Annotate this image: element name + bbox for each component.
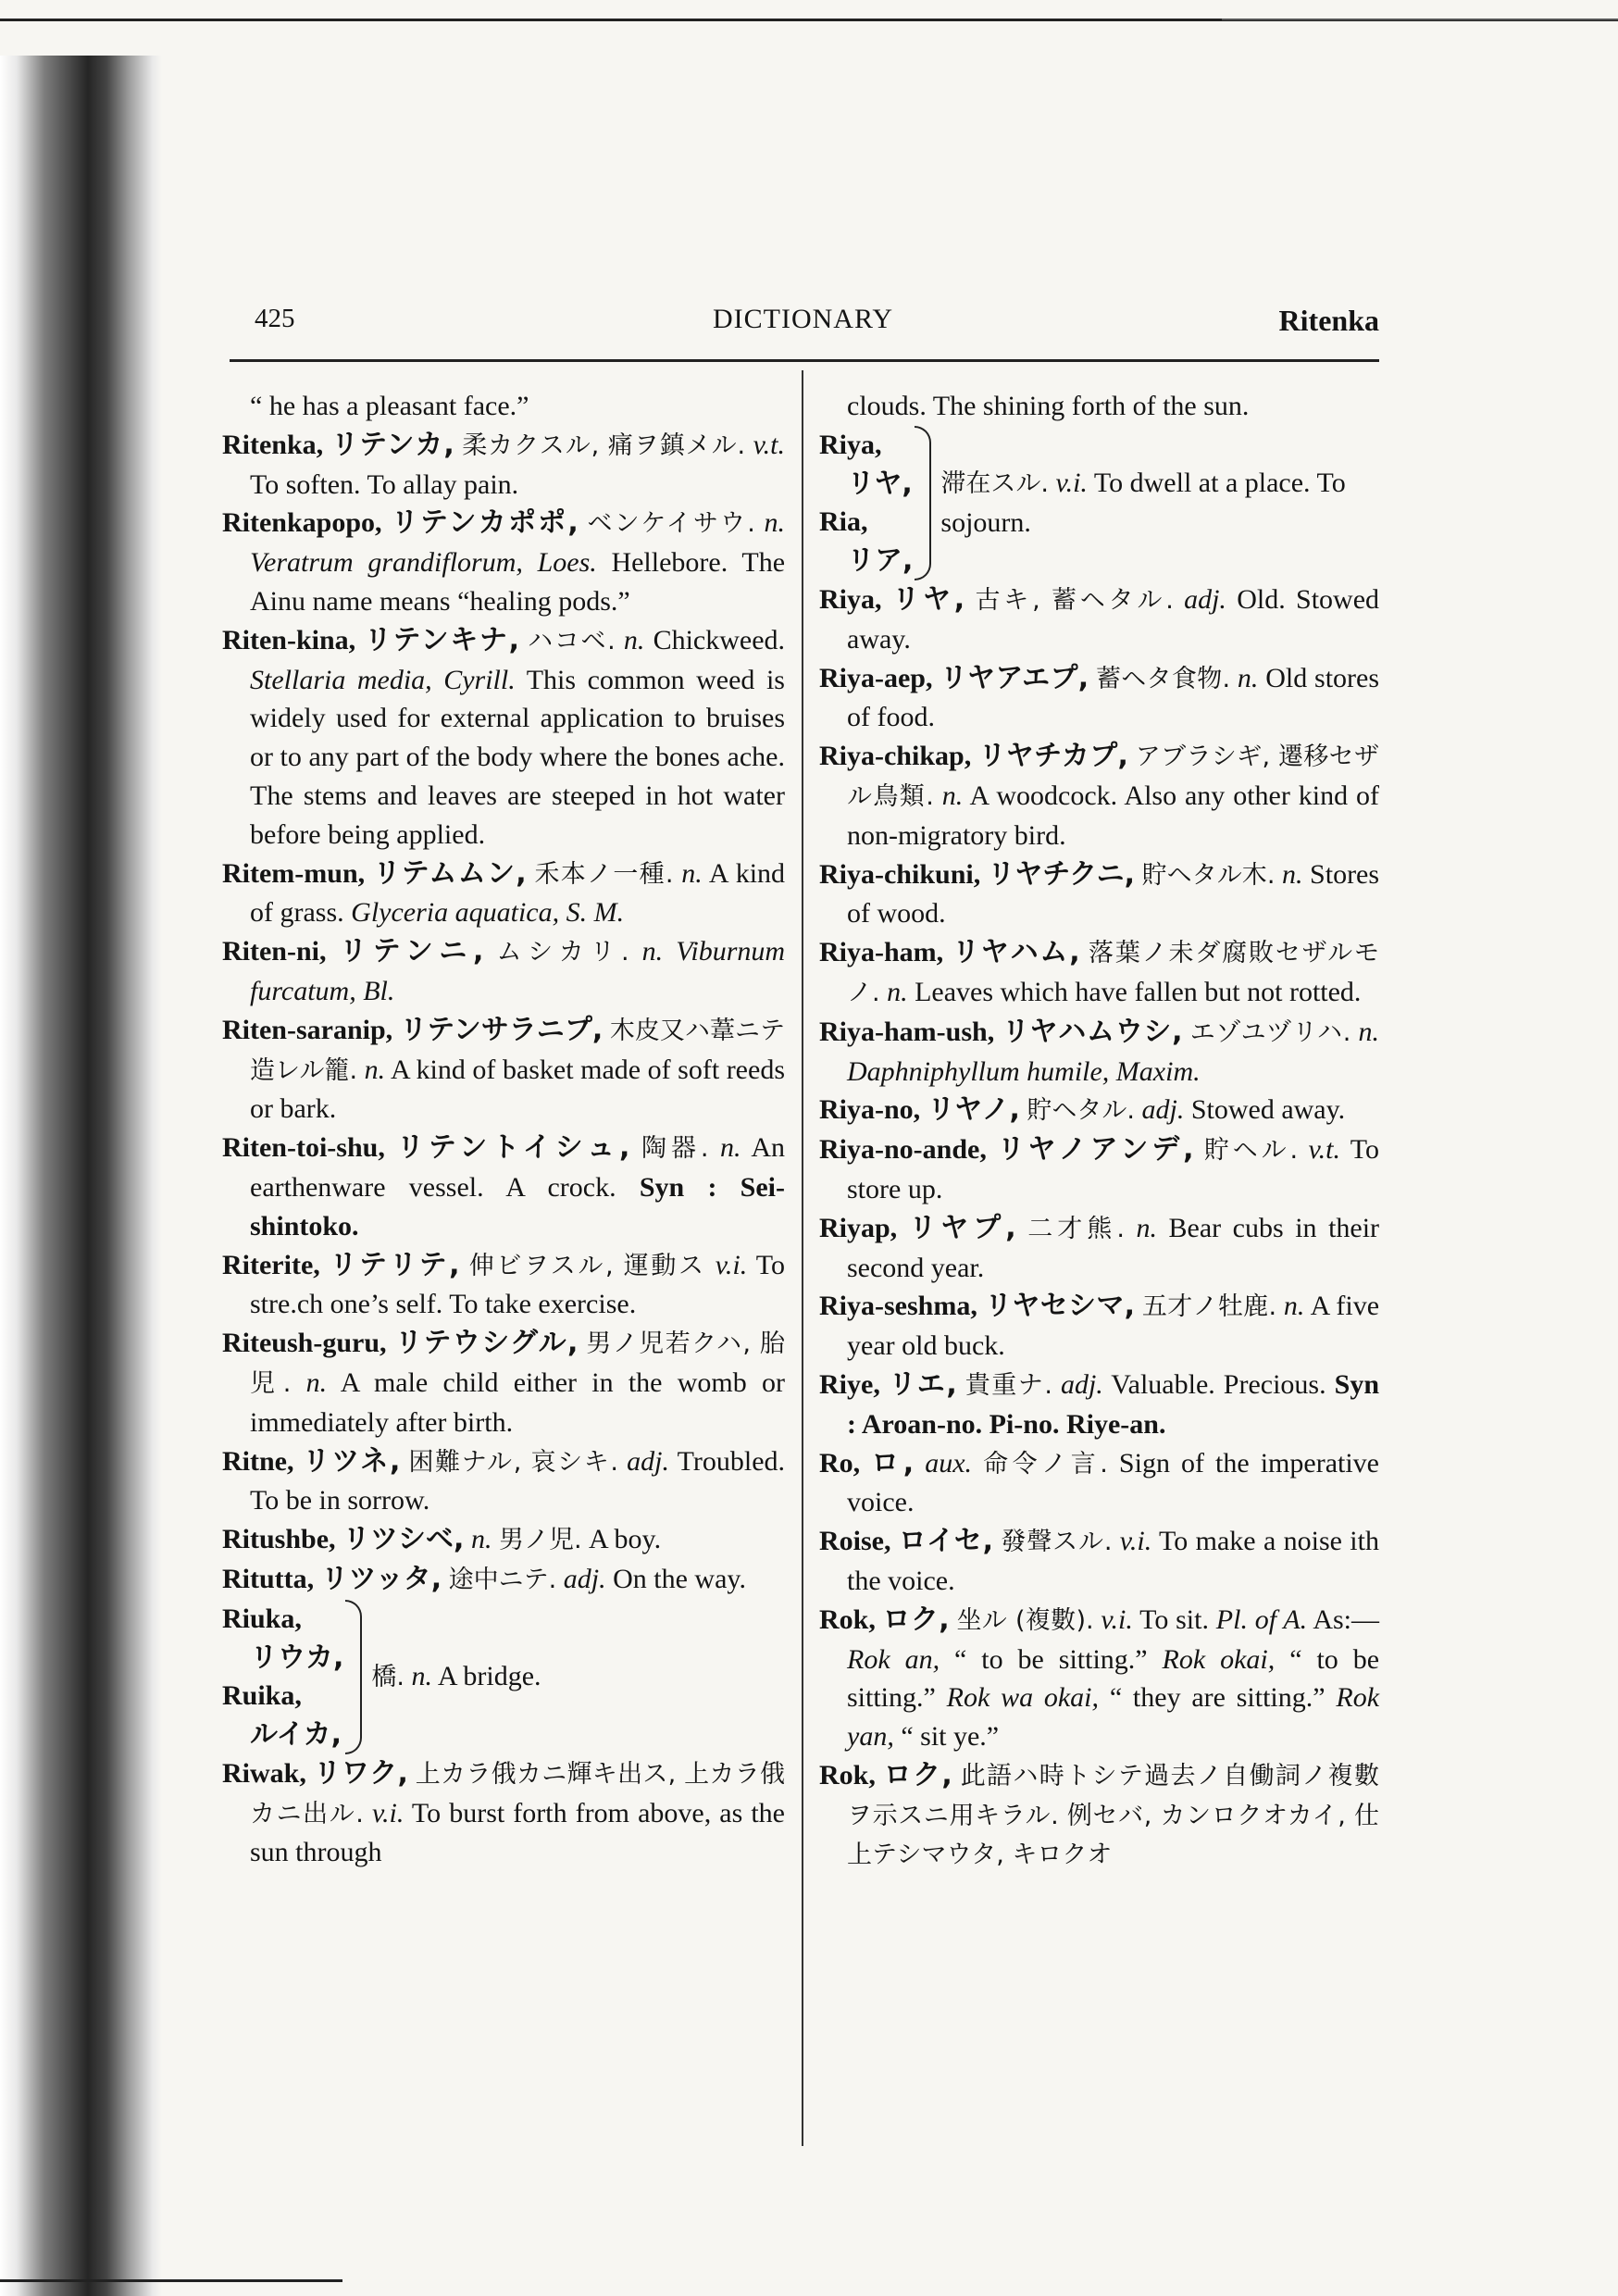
entry-riye: Riye, リエ, 貴重ナ. adj. Valuable. Precious. Syn : Aroan-no. Pi-no. Riye-an. [819, 1367, 1380, 1440]
page-header [227, 304, 1379, 350]
entry-riya-ham-ush: Riya-ham-ush, リヤハムウシ, エゾユヅリハ. n. Daphniphyllum humile, Maxim. [819, 1015, 1380, 1087]
entry-riyap: Riyap, リヤプ, 二才熊. n. Bear cubs in their second year. [819, 1211, 1380, 1283]
continuation-text: clouds. The shining forth of the sun. [847, 391, 1250, 421]
entry-ritenkapopo: Ritenkapopo, リテンカポポ, ベンケイサウ. n. Veratrum grandiflorum, Loes. Hellebore. The Ainu name means “healing pods.” [222, 506, 786, 617]
entry-rok-sit: Rok, ロク, 坐ル (複數). v.i. To sit. Pl. of A. As:—Rok an, “ to be sitting.” Rok okai, “ to be sitting.” Rok wa okai, “ they are sitting.” Rok yan, “ sit ye.” [819, 1603, 1380, 1753]
left-column [222, 387, 785, 1872]
column-divider [802, 370, 803, 2146]
entry-riya-no-ande: Riya-no-ande, リヤノアンデ, 貯ヘル. v.t. To store up. [819, 1133, 1380, 1204]
entry-roise: Roise, ロイセ, 發聲スル. v.i. To make a noise ith the voice. [819, 1525, 1379, 1596]
entry-riten-saranip: Riten-saranip, リテンサラニプ, 木皮又ハ葦ニテ造レル籠. n. A kind of basket made of soft reeds or bark. [222, 1013, 786, 1125]
entry-riten-toi-shu: Riten-toi-shu, リテントイシュ, 陶器. n. An earthenware vessel. A crock. Syn : Sei-shintoko. [222, 1131, 786, 1242]
continuation-text: “ he has a pleasant face.” [250, 391, 529, 421]
entry-riya-chikuni: Riya-chikuni, リヤチクニ, 貯ヘタル木. n. Stores of wood. [819, 857, 1380, 930]
entry-riya-chikap: Riya-chikap, リヤチカプ, アブラシギ, 遷移セザル鳥類. n. A woodcock. Also any other kind of non-migratory bird. [819, 740, 1380, 851]
top-rule-right [1222, 19, 1618, 20]
guide-word: Ritenka [1278, 304, 1379, 337]
entry-ro: Ro, ロ, aux. 命令ノ言. Sign of the imperative voice. [819, 1446, 1379, 1518]
brace [345, 1600, 362, 1754]
entry-ritne: Ritne, リツネ, 困難ナル, 哀シキ. adj. Troubled. To be in sorrow. [222, 1444, 786, 1516]
brace [915, 426, 931, 580]
entry-riten-ni: Riten-ni, リテンニ, ムシカリ. n. Viburnum furcatum, Bl. [222, 935, 786, 1006]
entry-riten-kina: Riten-kina, リテンキナ, ハコベ. n. Chickweed. Stellaria media, Cyrill. This common weed is widely used for external application to bruises or to any part of the body where the bones ache. The stems and leaves are steeped in hot water before being applied. [222, 623, 786, 850]
entry-riterite: Riterite, リテリテ, 伸ビヲスル, 運動ス v.i. To stre.ch one’s self. To take exercise. [222, 1248, 786, 1320]
entry-riya-ham: Riya-ham, リヤハム, 落葉ノ未ダ腐敗セザルモノ. n. Leaves which have fallen but not rotted. [819, 936, 1380, 1007]
page-number: 425 [255, 304, 295, 333]
entry-rok-aux: Rok, ロク, 此語ハ時トシテ過去ノ自働詞ノ複數ヲ示スニ用キラル. 例セバ, カンロクオカイ, 仕上テシマウタ, キロクオ [819, 1758, 1380, 1870]
bottom-rule [0, 2279, 342, 2282]
entry-riya: Riya, リヤ, 古キ, 蓄ヘタル. adj. Old. Stowed away. [819, 582, 1380, 655]
entry-riuka: Riuka, リウカ, Ruika, ルイカ, 橋. n. A bridge. [222, 1600, 785, 1754]
right-column [819, 387, 1379, 1875]
entry-riwak: Riwak, リワク, 上カラ俄カニ輝キ出ス, 上カラ俄カニ出ル. v.i. To burst forth from above, as the sun through [222, 1756, 785, 1868]
entry-ritem-mun: Ritem-mun, リテムムン, 禾本ノ一種. n. A kind of grass. Glyceria aquatica, S. M. [222, 856, 786, 929]
entry-riya-ria: Riya, リヤ, Ria, リア, 滞在スル. v.i. To dwell at a place. To sojourn. [819, 426, 1379, 580]
entry-riya-seshma: Riya-seshma, リヤセシマ, 五才ノ牡鹿. n. A five year old buck. [819, 1290, 1380, 1362]
entry-riya-no: Riya-no, リヤノ, 貯ヘタル. adj. Stowed away. [819, 1093, 1346, 1127]
binding-shadow [0, 56, 162, 2296]
header-rule [230, 359, 1379, 362]
entry-ritutta: Ritutta, リツッタ, 途中ニテ. adj. On the way. [222, 1562, 746, 1595]
entry-ritushbe: Ritushbe, リツシベ, n. 男ノ児. A boy. [222, 1523, 662, 1556]
page-title: DICTIONARY [713, 304, 893, 334]
entry-riya-aep: Riya-aep, リヤアエプ, 蓄ヘタ食物. n. Old stores of food. [819, 661, 1380, 733]
entry-ritenka: Ritenka, リテンカ, 柔カクスル, 痛ヲ鎮メル. v.t. To soften. To allay pain. [222, 428, 786, 500]
entry-riteush-guru: Riteush-guru, リテウシグル, 男ノ児若クハ, 胎児. n. A male child either in the womb or immediately after birth. [222, 1327, 786, 1438]
